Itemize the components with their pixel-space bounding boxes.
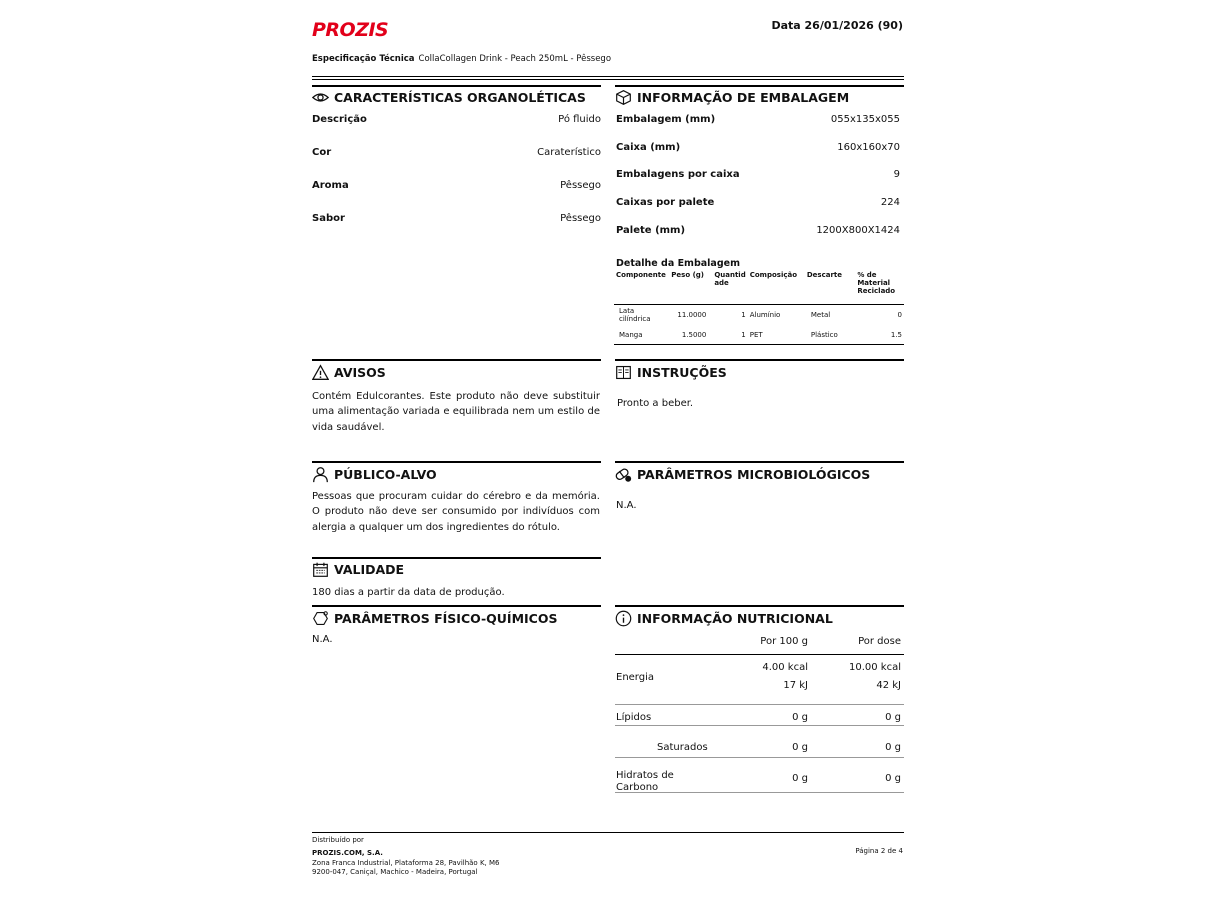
nutrition-col-100g: Por 100 g <box>760 636 808 647</box>
packaging-row: Embalagem (mm) 055x135x055 <box>616 114 900 125</box>
nutrition-row-rule <box>615 725 904 726</box>
spec-product: CollaCollagen Drink - Peach 250mL - Pêssego <box>418 54 612 64</box>
nutrition-row-rule <box>615 757 904 758</box>
energy-kcal-dose: 10.00 kcal <box>848 662 901 673</box>
table-row: Manga 1.5000 1 PET Plástico 1.5 <box>614 326 904 344</box>
physchem-text: N.A. <box>312 634 333 645</box>
spec-line <box>312 54 611 64</box>
instructions-divider <box>615 359 904 361</box>
calendar-icon <box>312 561 329 578</box>
warnings-title: AVISOS <box>312 364 386 381</box>
physchem-title: PARÂMETROS FÍSICO-QUÍMICOS <box>312 610 557 627</box>
physchem-divider <box>312 605 601 607</box>
document-date: Data 26/01/2026 (90) <box>771 19 903 32</box>
box-icon <box>615 89 632 106</box>
person-icon <box>312 466 329 483</box>
lipids-100g: 0 g <box>792 712 808 723</box>
warning-icon <box>312 364 329 381</box>
micro-text: N.A. <box>616 500 637 511</box>
carbs-100g: 0 g <box>792 773 808 784</box>
organoleptic-row: Cor Caraterístico <box>312 147 601 158</box>
audience-text: Pessoas que procuram cuidar do cérebro e da memória. O produto não deve ser consumido por indivíduos com alergia a qualquer um dos ingredientes do rótulo. <box>312 491 600 533</box>
warnings-divider <box>312 359 601 361</box>
footer-distributed-label: Distribuído por <box>312 836 364 844</box>
nutrition-row-rule <box>615 704 904 705</box>
pill-icon <box>615 466 632 483</box>
footer-divider <box>312 832 904 833</box>
footer-address-line1: Zona Franca Industrial, Plataforma 28, Pavilhão K, M6 <box>312 859 500 867</box>
packaging-row: Caixas por palete 224 <box>616 197 900 208</box>
footer-company: PROZIS.COM, S.A. <box>312 848 383 857</box>
nutrition-col-dose: Por dose <box>858 636 901 647</box>
logo-text: PROZIS <box>312 20 389 40</box>
validity-title: VALIDADE <box>312 561 404 578</box>
organoleptic-row: Descrição Pó fluido <box>312 114 601 125</box>
table-header-row: Componente Peso (g) Quantid ade Composição Descarte % de Material Reciclado <box>616 271 896 295</box>
packaging-detail-title: Detalhe da Embalagem <box>616 258 740 269</box>
instructions-text: Pronto a beber. <box>617 398 694 409</box>
packaging-row: Palete (mm) 1200X800X1424 <box>616 225 900 236</box>
organoleptic-row: Sabor Pêssego <box>312 213 601 224</box>
validity-divider <box>312 557 601 559</box>
organoleptic-divider <box>312 85 601 87</box>
nutrition-divider <box>615 605 904 607</box>
energy-kj-dose: 42 kJ <box>876 680 901 691</box>
packaging-detail-table <box>614 271 904 345</box>
energy-label: Energia <box>616 672 654 683</box>
packaging-row: Embalagens por caixa 9 <box>616 169 900 180</box>
organoleptic-row: Aroma Pêssego <box>312 180 601 191</box>
lipids-label: Lípidos <box>616 712 652 723</box>
energy-kcal-100g: 4.00 kcal <box>762 662 808 673</box>
carbs-label: Hidratos de Carbono <box>616 770 674 793</box>
spec-label: Especificação Técnica <box>312 54 415 64</box>
carbs-dose: 0 g <box>885 773 901 784</box>
micro-divider <box>615 461 904 463</box>
packaging-row: Caixa (mm) 160x160x70 <box>616 142 900 153</box>
header-divider-top <box>312 76 904 77</box>
eye-icon <box>312 89 329 106</box>
footer-address-line2: 9200-047, Caniçal, Machico - Madeira, Portugal <box>312 867 478 876</box>
energy-kj-100g: 17 kJ <box>783 680 808 691</box>
book-icon <box>615 364 632 381</box>
nutrition-header-rule <box>615 654 904 655</box>
packaging-divider <box>615 85 904 87</box>
saturated-dose: 0 g <box>885 742 901 753</box>
organoleptic-title: CARACTERÍSTICAS ORGANOLÉTICAS <box>312 89 586 106</box>
nutrition-title: INFORMAÇÃO NUTRICIONAL <box>615 610 833 627</box>
page-number: Página 2 de 4 <box>855 847 903 855</box>
validity-text: 180 dias a partir da data de produção. <box>312 587 505 598</box>
warnings-text: Contém Edulcorantes. Este produto não deve substituir uma alimentação variada e equilibrada nem um estilo de vida saudável. <box>312 391 600 433</box>
prozis-logo <box>312 20 446 40</box>
lipids-dose: 0 g <box>885 712 901 723</box>
audience-divider <box>312 461 601 463</box>
footer-distributor <box>312 836 499 876</box>
packaging-title: INFORMAÇÃO DE EMBALAGEM <box>615 89 849 106</box>
info-icon <box>615 610 632 627</box>
saturated-label: Saturados <box>657 742 708 753</box>
table-row: Lata cilíndrica 11.0000 1 Alumínio Metal 0 <box>614 304 904 326</box>
micro-title: PARÂMETROS MICROBIOLÓGICOS <box>615 466 870 483</box>
header-divider-bottom <box>312 79 904 80</box>
audience-title: PÚBLICO-ALVO <box>312 466 437 483</box>
flask-icon <box>312 610 329 627</box>
instructions-title: INSTRUÇÕES <box>615 364 727 381</box>
nutrition-row-rule <box>615 792 904 793</box>
saturated-100g: 0 g <box>792 742 808 753</box>
